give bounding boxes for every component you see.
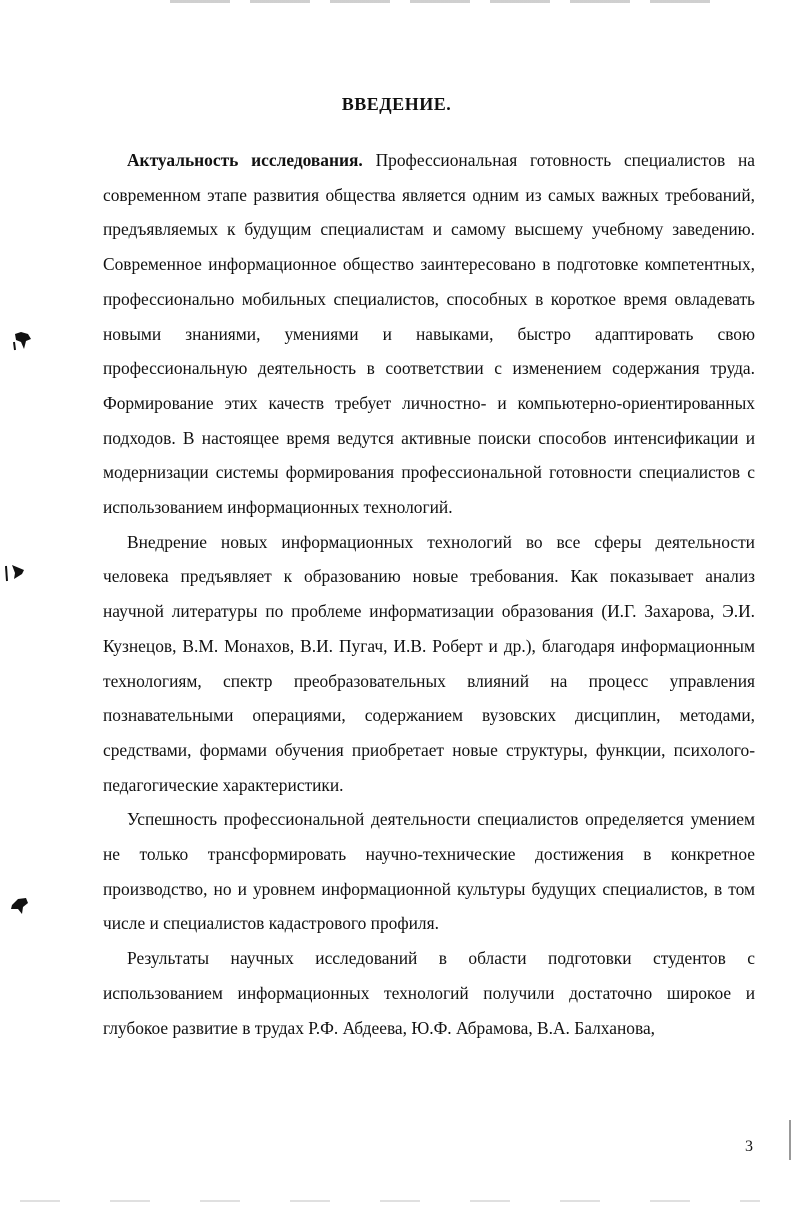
scan-top-edge [170, 0, 730, 3]
paragraph-lead: Актуальность исследования. [127, 150, 363, 170]
scan-bottom-edge [20, 1200, 760, 1202]
paragraph-relevance [103, 143, 755, 525]
page-title: ВВЕДЕНИЕ. [341, 94, 452, 114]
body-text [103, 143, 755, 1045]
binding-hole-mark-icon [12, 330, 34, 352]
binding-hole-mark-icon [8, 895, 32, 917]
scan-right-edge [789, 1120, 791, 1160]
paragraph-success: Успешность профессиональной деятельности специалистов определяется умением не только трансформировать научно-технические достижения в конкретное производство, но и уровнем информационной культуры будущих специалистов, в том числе и специалистов кадастрового профиля. [103, 809, 755, 934]
paragraph-it-adoption: Внедрение новых информационных технологий во все сферы деятельности человека предъявляет к образованию новые требования. Как показывает анализ научной литературы по проблеме информатизации образования (И.Г. Захарова, Э.И. Кузнецов, В.М. Монахов, В.И. Пугач, И.В. Роберт и др.), благодаря информационным технологиям, спектр преобразовательных влияний на процесс управления познавательными операциями, содержанием вузовских дисциплин, методами, средствами, формами обучения приобретает новые структуры, функции, психолого-педагогические характеристики. [103, 531, 755, 795]
binding-hole-mark-icon [4, 562, 28, 584]
page-number: 3 [745, 1138, 753, 1155]
paragraph-research-results: Результаты научных исследований в области подготовки студентов с использованием информационных технологий получили достаточно широкое и глубокое развитие в трудах Р.Ф. Абдеева, Ю.Ф. Абрамова, В.А. Балханова, [103, 948, 755, 1038]
paragraph-text: Профессиональная готовность специалистов на современном этапе развития общества является одним из самых важных требований, предъявляемых к будущим специалистам и самому высшему учебному заведению. Современное информационное общество заинтересовано в подготовке компетентных, профессионально мобильных специалистов, способных в короткое время овладевать новыми знаниями, умениями и навыками, быстро адаптировать свою профессиональную деятельность в соответствии с изменением содержания труда. Формирование этих качеств требует личностно- и компьютерно-ориентированных подходов. В настоящее время ведутся активные поиски способов интенсификации и модернизации системы формирования профессиональной готовности специалистов с использованием информационных технологий. [103, 150, 755, 518]
